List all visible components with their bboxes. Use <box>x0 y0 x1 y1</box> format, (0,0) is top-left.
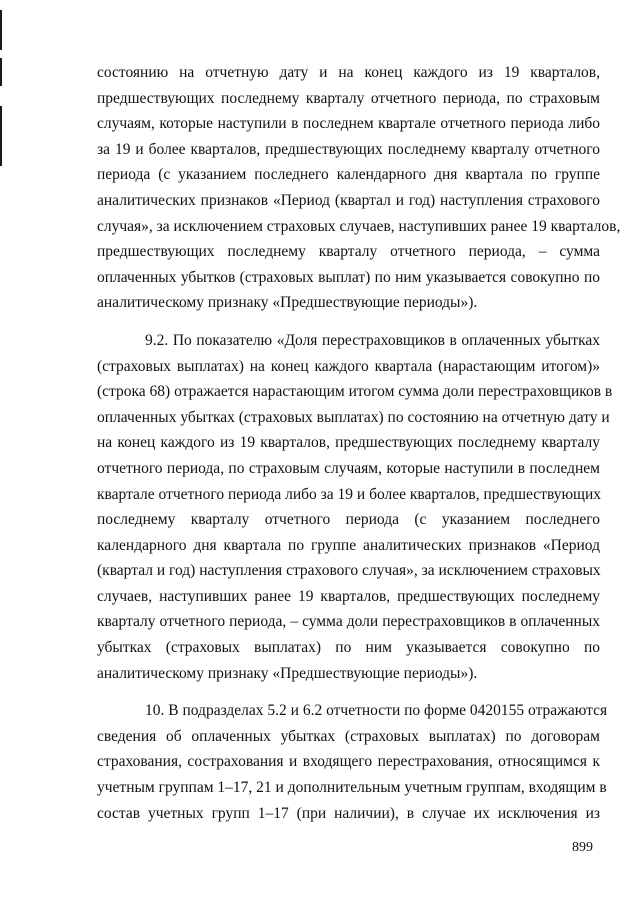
text-line: сведения об оплаченных убытках (страховых выплатах) по договорам <box>97 727 600 745</box>
paragraph-continuation <box>97 60 621 316</box>
text-line: аналитическому признаку «Предшествующие периоды»). <box>97 664 478 682</box>
text-line: состав учетных групп 1–17 (при наличии), в случае их исключения из <box>97 804 600 822</box>
text-line: аналитических признаков «Период (квартал и год) наступления страхового <box>97 191 600 209</box>
text-line: убытках (страховых выплатах) по ним указывается совокупно по <box>97 639 600 657</box>
text-line: предшествующих последнему кварталу отчетного периода, по страховым <box>97 89 600 107</box>
text-line: состоянию на отчетную дату и на конец каждого из 19 кварталов, <box>97 64 600 81</box>
scan-edge-mark <box>0 58 2 86</box>
text-line: последнему кварталу отчетного периода (с указанием последнего <box>97 511 600 529</box>
text-line: случая», за исключением страховых случаев, наступивших ранее 19 кварталов, <box>97 217 621 235</box>
text-line: (квартал и год) наступления страхового случая», за исключением страховых <box>97 562 601 580</box>
text-line: квартале отчетного периода либо за 19 и более кварталов, предшествующих <box>97 485 602 503</box>
text-line: оплаченных убытках (страховых выплатах) по состоянию на отчетную дату и <box>97 408 610 426</box>
text-line: оплаченных убытков (страховых выплат) по ним указывается совокупно по <box>97 268 600 286</box>
text-line: страхования, сострахования и входящего перестрахования, относящимся к <box>97 753 600 771</box>
text-line: отчетного периода, по страховым случаям, которые наступили в последнем <box>97 459 600 477</box>
text-line: (страховых выплатах) на конец каждого квартала (нарастающим итогом)» <box>97 357 600 375</box>
text-line: учетным группам 1–17, 21 и дополнительным учетным группам, входящим в <box>97 779 607 797</box>
text-line: кварталу отчетного периода, – сумма доли перестраховщиков в оплаченных <box>97 613 600 631</box>
text-line: предшествующих последнему кварталу отчетного периода, – сумма <box>97 243 600 261</box>
paragraph-10 <box>97 698 608 826</box>
text-line: на конец каждого из 19 кварталов, предшествующих последнему кварталу <box>97 434 600 452</box>
text-line: аналитическому признаку «Предшествующие периоды»). <box>97 294 478 312</box>
text-line: случаям, которые наступили в последнем квартале отчетного периода либо <box>97 115 600 133</box>
paragraph-9-2 <box>97 328 613 686</box>
scan-edge-mark <box>0 10 2 50</box>
page-number: 899 <box>572 840 593 855</box>
text-line: за 19 и более кварталов, предшествующих последнему кварталу отчетного <box>97 140 600 158</box>
text-line: 10. В подразделах 5.2 и 6.2 отчетности по форме 0420155 отражаются <box>145 702 608 720</box>
text-line: периода (с указанием последнего календарного дня квартала по группе <box>97 166 600 184</box>
text-line: случаев, наступивших ранее 19 кварталов, предшествующих последнему <box>97 587 600 605</box>
text-line: календарного дня квартала по группе аналитических признаков «Период <box>97 536 600 554</box>
scan-edge-mark <box>0 106 2 166</box>
document-page <box>97 60 621 826</box>
text-line: (строка 68) отражается нарастающим итогом сумма доли перестраховщиков в <box>97 383 613 401</box>
text-line: 9.2. По показателю «Доля перестраховщиков в оплаченных убытках <box>145 331 600 349</box>
